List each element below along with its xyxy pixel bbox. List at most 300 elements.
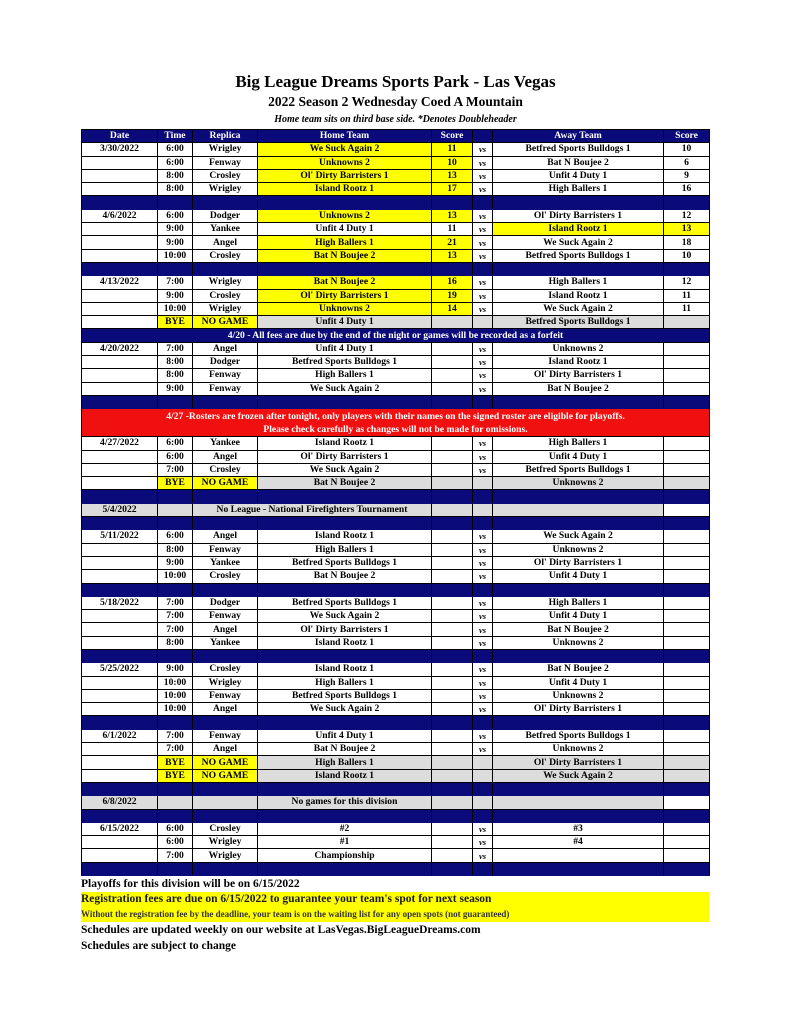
vs-cell: vs: [473, 556, 493, 569]
away-team-cell: [493, 796, 664, 809]
separator-cell: [258, 809, 432, 822]
home-score-cell: [432, 316, 473, 329]
time-cell: 6:00: [158, 836, 193, 849]
time-cell: 6:00: [158, 209, 193, 222]
separator-cell: [82, 716, 158, 729]
separator-cell: [664, 262, 710, 275]
vs-cell: vs: [473, 369, 493, 382]
game-row: [82, 209, 710, 222]
replica-cell: Wrigley: [193, 302, 258, 315]
replica-cell: Crosley: [193, 289, 258, 302]
home-team-cell: We Suck Again 2: [258, 463, 432, 476]
separator-cell: [158, 517, 193, 530]
separator-cell: [258, 782, 432, 795]
separator-cell: [158, 583, 193, 596]
date-cell: [82, 743, 158, 756]
vs-cell: vs: [473, 209, 493, 222]
game-row: [82, 342, 710, 355]
replica-cell: Angel: [193, 450, 258, 463]
time-cell: 8:00: [158, 369, 193, 382]
replica-cell: Yankee: [193, 437, 258, 450]
separator-cell: [664, 782, 710, 795]
home-score-cell: [432, 437, 473, 450]
home-score-cell: 19: [432, 289, 473, 302]
away-team-cell: Ol' Dirty Barristers 1: [493, 756, 664, 769]
separator-cell: [193, 809, 258, 822]
vs-cell: [473, 316, 493, 329]
separator-cell: [82, 196, 158, 209]
replica-cell: Fenway: [193, 689, 258, 702]
home-score-cell: [432, 477, 473, 490]
game-row: [82, 223, 710, 236]
home-score-cell: [432, 342, 473, 355]
away-team-cell: [493, 849, 664, 862]
vs-cell: vs: [473, 689, 493, 702]
col-away-team: Away Team: [493, 130, 664, 143]
separator-row: [82, 490, 710, 503]
col-home-team: Home Team: [258, 130, 432, 143]
separator-cell: [432, 716, 473, 729]
time-cell: 8:00: [158, 169, 193, 182]
separator-cell: [493, 716, 664, 729]
vs-cell: vs: [473, 663, 493, 676]
game-row: [82, 596, 710, 609]
date-cell: [82, 556, 158, 569]
replica-cell: Crosley: [193, 663, 258, 676]
home-team-cell: Ol' Dirty Barristers 1: [258, 623, 432, 636]
time-cell: [158, 796, 193, 809]
date-cell: [82, 610, 158, 623]
separator-cell: [82, 809, 158, 822]
game-row: [82, 703, 710, 716]
date-cell: [82, 570, 158, 583]
separator-row: [82, 395, 710, 408]
home-team-cell: Unfit 4 Duty 1: [258, 316, 432, 329]
home-team-cell: Island Rootz 1: [258, 769, 432, 782]
roster-alert-row: [82, 409, 710, 437]
away-team-cell: Unknowns 2: [493, 477, 664, 490]
home-team-cell: Island Rootz 1: [258, 530, 432, 543]
separator-cell: [432, 782, 473, 795]
separator-cell: [158, 196, 193, 209]
away-score-cell: 18: [664, 236, 710, 249]
schedule-body: [82, 143, 710, 876]
vs-cell: [473, 756, 493, 769]
away-team-cell: We Suck Again 2: [493, 530, 664, 543]
replica-cell: Yankee: [193, 556, 258, 569]
separator-cell: [158, 395, 193, 408]
away-score-cell: 12: [664, 276, 710, 289]
home-score-cell: [432, 796, 473, 809]
game-row: [82, 302, 710, 315]
home-score-cell: [432, 756, 473, 769]
date-cell: [82, 836, 158, 849]
vs-cell: vs: [473, 596, 493, 609]
separator-cell: [664, 716, 710, 729]
home-score-cell: 10: [432, 156, 473, 169]
home-score-cell: [432, 769, 473, 782]
separator-cell: [432, 583, 473, 596]
page-title: Big League Dreams Sports Park - Las Vegas: [235, 72, 556, 91]
away-team-cell: #4: [493, 836, 664, 849]
separator-cell: [432, 517, 473, 530]
separator-cell: [193, 716, 258, 729]
separator-cell: [664, 649, 710, 662]
time-cell: 6:00: [158, 156, 193, 169]
separator-cell: [432, 809, 473, 822]
away-score-cell: [664, 437, 710, 450]
time-cell: 10:00: [158, 703, 193, 716]
vs-cell: vs: [473, 463, 493, 476]
game-row: [82, 463, 710, 476]
replica-cell: Fenway: [193, 369, 258, 382]
home-team-cell: Island Rootz 1: [258, 437, 432, 450]
separator-cell: [258, 517, 432, 530]
separator-cell: [473, 395, 493, 408]
separator-cell: [193, 395, 258, 408]
home-team-cell: Island Rootz 1: [258, 636, 432, 649]
separator-cell: [82, 583, 158, 596]
replica-cell: NO GAME: [193, 756, 258, 769]
home-team-cell: #1: [258, 836, 432, 849]
separator-cell: [158, 490, 193, 503]
away-team-cell: Betfred Sports Bulldogs 1: [493, 463, 664, 476]
col-vs: [473, 130, 493, 143]
home-score-cell: 13: [432, 249, 473, 262]
away-team-cell: Unfit 4 Duty 1: [493, 169, 664, 182]
separator-cell: [432, 649, 473, 662]
date-cell: 6/8/2022: [82, 796, 158, 809]
replica-cell: Crosley: [193, 169, 258, 182]
replica-cell: Crosley: [193, 249, 258, 262]
game-row: [82, 636, 710, 649]
home-team-cell: Championship: [258, 849, 432, 862]
home-score-cell: 14: [432, 302, 473, 315]
game-row: [82, 276, 710, 289]
away-team-cell: Unknowns 2: [493, 743, 664, 756]
separator-cell: [82, 395, 158, 408]
game-row: [82, 623, 710, 636]
subject-to-change-note: Schedules are subject to change: [81, 940, 237, 952]
time-cell: 10:00: [158, 302, 193, 315]
time-cell: 7:00: [158, 610, 193, 623]
home-team-cell: Ol' Dirty Barristers 1: [258, 450, 432, 463]
game-row: [82, 369, 710, 382]
date-cell: [82, 223, 158, 236]
time-cell: 9:00: [158, 236, 193, 249]
separator-cell: [664, 517, 710, 530]
separator-cell: [664, 395, 710, 408]
time-cell: BYE: [158, 477, 193, 490]
date-cell: 3/30/2022: [82, 143, 158, 156]
vs-cell: vs: [473, 169, 493, 182]
vs-cell: vs: [473, 836, 493, 849]
replica-cell: Wrigley: [193, 276, 258, 289]
replica-cell: Fenway: [193, 610, 258, 623]
away-score-cell: [664, 836, 710, 849]
date-cell: [82, 302, 158, 315]
away-team-cell: We Suck Again 2: [493, 236, 664, 249]
game-row: [82, 156, 710, 169]
time-cell: 10:00: [158, 676, 193, 689]
away-team-cell: Unknowns 2: [493, 543, 664, 556]
bye-row: [82, 769, 710, 782]
game-row: [82, 169, 710, 182]
time-cell: 7:00: [158, 743, 193, 756]
vs-cell: [473, 796, 493, 809]
away-score-cell: [664, 463, 710, 476]
away-score-cell: [664, 703, 710, 716]
date-cell: [82, 289, 158, 302]
home-score-cell: [432, 503, 473, 516]
game-row: [82, 289, 710, 302]
replica-cell: Fenway: [193, 382, 258, 395]
date-cell: [82, 849, 158, 862]
home-team-cell: We Suck Again 2: [258, 143, 432, 156]
date-cell: [82, 676, 158, 689]
date-cell: [82, 169, 158, 182]
separator-cell: [82, 490, 158, 503]
time-cell: 10:00: [158, 249, 193, 262]
home-team-cell: Betfred Sports Bulldogs 1: [258, 689, 432, 702]
home-team-cell: High Ballers 1: [258, 543, 432, 556]
home-team-cell: High Ballers 1: [258, 369, 432, 382]
home-score-cell: 16: [432, 276, 473, 289]
vs-cell: vs: [473, 156, 493, 169]
vs-cell: vs: [473, 276, 493, 289]
separator-cell: [473, 196, 493, 209]
separator-cell: [473, 490, 493, 503]
home-team-cell: High Ballers 1: [258, 236, 432, 249]
roster-alert: [82, 409, 710, 437]
home-team-cell: #2: [258, 822, 432, 835]
game-row: [82, 236, 710, 249]
header-row: [82, 130, 710, 143]
away-score-cell: [664, 729, 710, 742]
away-team-cell: Unknowns 2: [493, 636, 664, 649]
separator-cell: [493, 649, 664, 662]
home-score-cell: [432, 556, 473, 569]
home-score-cell: [432, 382, 473, 395]
date-cell: [82, 369, 158, 382]
replica-cell: Angel: [193, 703, 258, 716]
away-score-cell: 9: [664, 169, 710, 182]
replica-cell: Angel: [193, 530, 258, 543]
away-score-cell: 16: [664, 183, 710, 196]
replica-cell: Dodger: [193, 356, 258, 369]
separator-cell: [82, 782, 158, 795]
date-cell: 5/4/2022: [82, 503, 158, 516]
date-cell: [82, 183, 158, 196]
home-score-cell: [432, 450, 473, 463]
away-team-cell: High Ballers 1: [493, 437, 664, 450]
roster-alert-line-2: Please check carefully as changes will not be made for omissions.: [263, 423, 528, 435]
separator-cell: [473, 809, 493, 822]
away-team-cell: Unknowns 2: [493, 342, 664, 355]
away-team-cell: Island Rootz 1: [493, 356, 664, 369]
vs-cell: vs: [473, 382, 493, 395]
home-team-note: Home team sits on third base side. *Denotes Doubleheader: [274, 114, 517, 125]
separator-cell: [193, 649, 258, 662]
away-team-cell: Unknowns 2: [493, 689, 664, 702]
away-score-cell: [664, 382, 710, 395]
vs-cell: vs: [473, 610, 493, 623]
away-score-cell: 12: [664, 209, 710, 222]
time-cell: 8:00: [158, 636, 193, 649]
vs-cell: vs: [473, 356, 493, 369]
home-score-cell: [432, 743, 473, 756]
waiting-list-note: Without the registration fee by the deadline, your team is on the waiting list for any open spots (not guaranteed): [81, 909, 510, 919]
game-row: [82, 689, 710, 702]
time-cell: 9:00: [158, 382, 193, 395]
separator-cell: [664, 583, 710, 596]
home-score-cell: [432, 596, 473, 609]
away-score-cell: [664, 676, 710, 689]
separator-cell: [258, 716, 432, 729]
time-cell: 6:00: [158, 822, 193, 835]
separator-cell: [664, 862, 710, 875]
vs-cell: vs: [473, 530, 493, 543]
away-team-cell: [493, 503, 664, 516]
away-score-cell: [664, 849, 710, 862]
game-row: [82, 143, 710, 156]
away-team-cell: Bat N Boujee 2: [493, 156, 664, 169]
home-team-cell: Bat N Boujee 2: [258, 249, 432, 262]
date-cell: 5/25/2022: [82, 663, 158, 676]
time-cell: 6:00: [158, 143, 193, 156]
away-team-cell: Bat N Boujee 2: [493, 382, 664, 395]
home-score-cell: [432, 729, 473, 742]
game-row: [82, 437, 710, 450]
away-score-cell: 11: [664, 289, 710, 302]
time-cell: [158, 503, 193, 516]
roster-alert-line-1: 4/27 -Rosters are frozen after tonight, only players with their names on the signed roster are eligible for playoffs.: [166, 410, 625, 422]
home-team-cell: Unfit 4 Duty 1: [258, 729, 432, 742]
date-cell: [82, 450, 158, 463]
separator-cell: [158, 262, 193, 275]
home-team-cell: Bat N Boujee 2: [258, 570, 432, 583]
game-row: [82, 729, 710, 742]
col-home-score: Score: [432, 130, 473, 143]
vs-cell: vs: [473, 437, 493, 450]
separator-cell: [258, 649, 432, 662]
date-cell: 4/6/2022: [82, 209, 158, 222]
time-cell: 9:00: [158, 289, 193, 302]
replica-cell: NO GAME: [193, 477, 258, 490]
home-score-cell: [432, 636, 473, 649]
time-cell: 6:00: [158, 437, 193, 450]
home-score-cell: [432, 703, 473, 716]
away-score-cell: 11: [664, 302, 710, 315]
replica-cell: Fenway: [193, 729, 258, 742]
separator-cell: [493, 262, 664, 275]
home-team-cell: Betfred Sports Bulldogs 1: [258, 356, 432, 369]
time-cell: BYE: [158, 316, 193, 329]
away-team-cell: Betfred Sports Bulldogs 1: [493, 249, 664, 262]
game-row: [82, 836, 710, 849]
replica-cell: Wrigley: [193, 143, 258, 156]
home-score-cell: [432, 663, 473, 676]
home-score-cell: [432, 530, 473, 543]
game-row: [82, 822, 710, 835]
away-team-cell: Betfred Sports Bulldogs 1: [493, 143, 664, 156]
date-cell: [82, 382, 158, 395]
home-team-cell: Bat N Boujee 2: [258, 477, 432, 490]
replica-cell: Fenway: [193, 543, 258, 556]
separator-cell: [473, 583, 493, 596]
away-team-cell: #3: [493, 822, 664, 835]
date-cell: [82, 316, 158, 329]
date-cell: [82, 543, 158, 556]
home-team-cell: High Ballers 1: [258, 676, 432, 689]
away-score-cell: 10: [664, 143, 710, 156]
away-score-cell: 6: [664, 156, 710, 169]
date-cell: [82, 769, 158, 782]
replica-cell: Angel: [193, 623, 258, 636]
registration-note: Registration fees are due on 6/15/2022 to guarantee your team's spot for next season: [81, 893, 492, 905]
vs-cell: vs: [473, 249, 493, 262]
separator-cell: [258, 490, 432, 503]
vs-cell: vs: [473, 703, 493, 716]
home-score-cell: [432, 676, 473, 689]
vs-cell: vs: [473, 822, 493, 835]
away-team-cell: Unfit 4 Duty 1: [493, 450, 664, 463]
home-team-cell: Betfred Sports Bulldogs 1: [258, 596, 432, 609]
separator-row: [82, 809, 710, 822]
replica-cell: Crosley: [193, 463, 258, 476]
separator-cell: [432, 196, 473, 209]
game-row: [82, 249, 710, 262]
away-team-cell: Unfit 4 Duty 1: [493, 610, 664, 623]
time-cell: 10:00: [158, 570, 193, 583]
away-team-cell: We Suck Again 2: [493, 302, 664, 315]
separator-cell: [493, 809, 664, 822]
vs-cell: vs: [473, 543, 493, 556]
time-cell: 6:00: [158, 450, 193, 463]
away-score-cell: [664, 342, 710, 355]
home-score-cell: [432, 543, 473, 556]
time-cell: 9:00: [158, 556, 193, 569]
replica-cell: NO GAME: [193, 769, 258, 782]
separator-cell: [193, 262, 258, 275]
date-cell: [82, 477, 158, 490]
home-score-cell: [432, 570, 473, 583]
away-score-cell: [664, 570, 710, 583]
game-row: [82, 849, 710, 862]
separator-cell: [432, 862, 473, 875]
replica-cell: Wrigley: [193, 676, 258, 689]
time-cell: 7:00: [158, 342, 193, 355]
game-row: [82, 530, 710, 543]
home-team-cell: We Suck Again 2: [258, 382, 432, 395]
game-row: [82, 610, 710, 623]
time-cell: 6:00: [158, 530, 193, 543]
home-team-cell: High Ballers 1: [258, 756, 432, 769]
vs-cell: vs: [473, 450, 493, 463]
home-team-cell: Unknowns 2: [258, 302, 432, 315]
replica-cell: Angel: [193, 743, 258, 756]
vs-cell: vs: [473, 183, 493, 196]
away-score-cell: [664, 477, 710, 490]
away-team-cell: Bat N Boujee 2: [493, 663, 664, 676]
time-cell: 10:00: [158, 689, 193, 702]
away-team-cell: Island Rootz 1: [493, 223, 664, 236]
game-row: [82, 556, 710, 569]
separator-cell: [493, 517, 664, 530]
game-row: [82, 743, 710, 756]
website-note: Schedules are updated weekly on our website at LasVegas.BigLeagueDreams.com: [81, 924, 481, 936]
separator-cell: [258, 583, 432, 596]
